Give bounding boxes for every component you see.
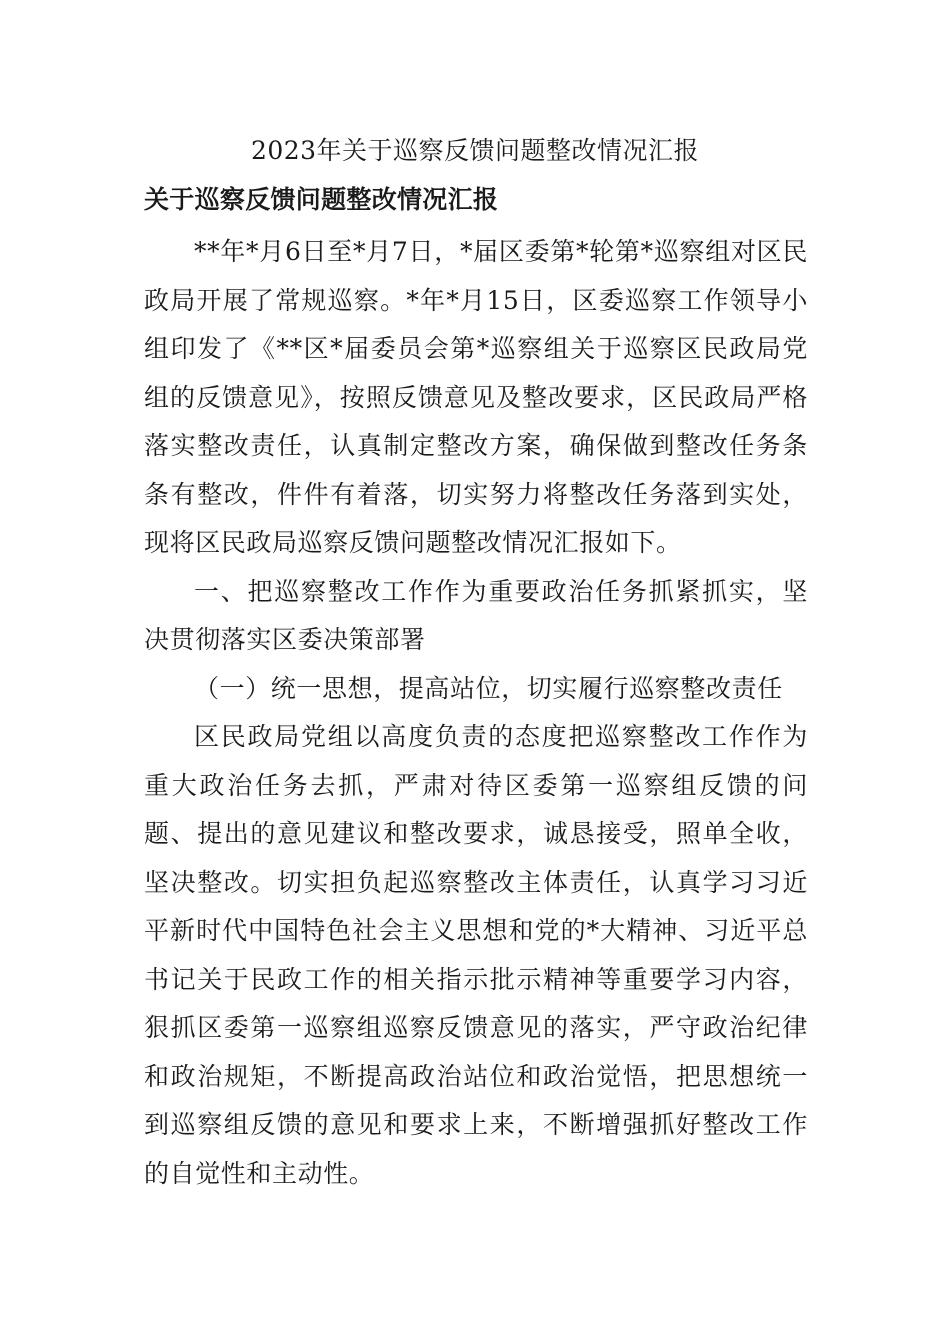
paragraph-body-1: 区民政局党组以高度负责的态度把巡察整改工作作为重大政治任务去抓，严肃对待区委第一巡察组反馈的问题、提出的意见建议和整改要求，诚恳接受，照单全收，坚决整改。切实担负起巡察整改主体责任，认真学习习近平新时代中国特色社会主义思想和党的*大精神、习近平总书记关于民政工作的相关指示批示精神等重要学习内容，狠抓区委第一巡察组巡察反馈意见的落实，严守政治纪律和政治规矩，不断提高政治站位和政治觉悟，把思想统一到巡察组反馈的意见和要求上来，不断增强抓好整改工作的自觉性和主动性。 bbox=[144, 722, 808, 1188]
section-heading-1: 一、把巡察整改工作作为重要政治任务抓紧抓实，坚决贯彻落实区委决策部署 bbox=[144, 576, 808, 654]
document-body bbox=[144, 228, 808, 1198]
subsection-heading-1: （一）统一思想，提高站位，切实履行巡察整改责任 bbox=[194, 673, 783, 703]
document-title: 2023年关于巡察反馈问题整改情况汇报 bbox=[250, 136, 700, 165]
paragraph-intro: **年*月6日至*月7日，*届区委第*轮第*巡察组对区民政局开展了常规巡察。*年*月15日，区委巡察工作领导小组印发了《**区*届委员会第*巡察组关于巡察区民政局党组的反馈意见》，按照反馈意见及整改要求，区民政局严格落实整改责任，认真制定整改方案，确保做到整改任务条条有整改，件件有着落，切实努力将整改任务落到实处，现将区民政局巡察反馈问题整改情况汇报如下。 bbox=[144, 237, 808, 557]
document-subtitle: 关于巡察反馈问题整改情况汇报 bbox=[144, 185, 499, 214]
